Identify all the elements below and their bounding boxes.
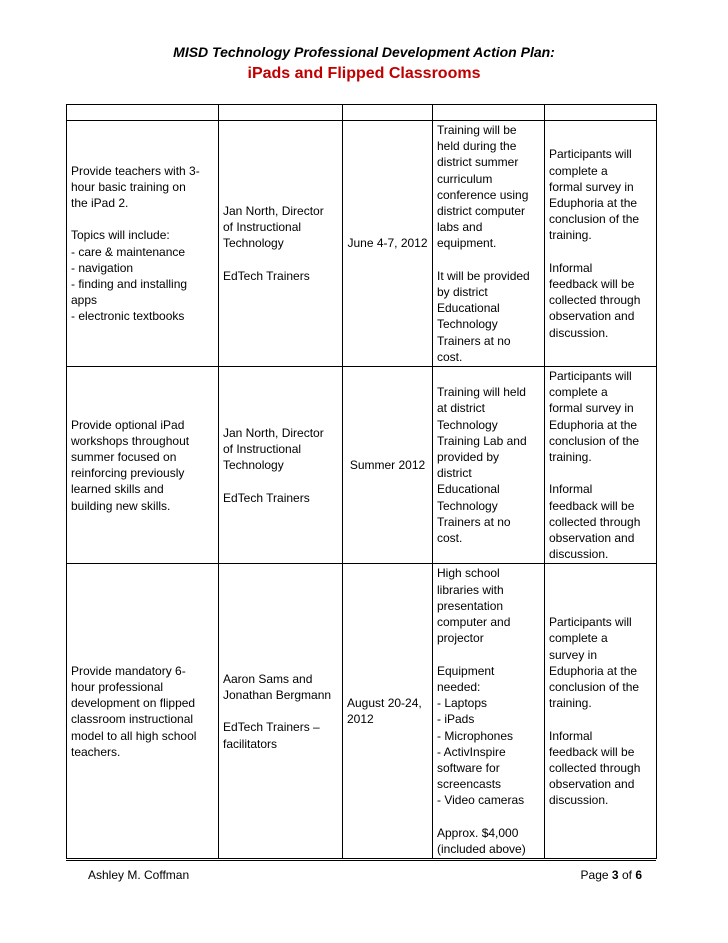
cell-line: Technology xyxy=(223,458,284,473)
cell-line: formal survey in xyxy=(549,401,634,416)
date-cell xyxy=(343,564,433,859)
page-label: Page xyxy=(580,868,609,882)
resources-cell xyxy=(433,367,545,564)
cell-line: Aaron Sams and xyxy=(223,671,313,686)
cell-line: software for xyxy=(437,760,500,775)
cell-line: survey in xyxy=(549,647,598,662)
cell-line: needed: xyxy=(437,679,481,694)
cell-line: facilitators xyxy=(223,736,278,751)
cell-line: Informal xyxy=(549,260,593,275)
cell-line: 2012 xyxy=(347,712,374,727)
table-row xyxy=(67,367,657,564)
cell-line: development on flipped xyxy=(71,696,196,711)
cell-line: - finding and installing xyxy=(71,276,188,291)
cell-line: complete a xyxy=(549,163,608,178)
cell-line: classroom instructional xyxy=(71,712,194,727)
cell-line: feedback will be xyxy=(549,498,635,513)
cell-line xyxy=(549,244,652,260)
cell-line xyxy=(223,703,338,719)
cell-line: Provide teachers with 3- xyxy=(71,163,200,178)
cell-line: reinforcing previously xyxy=(71,466,185,481)
cell-line: - iPads xyxy=(437,712,475,727)
cell-line: - Laptops xyxy=(437,696,488,711)
cell-line: Participants will xyxy=(549,615,632,630)
date-cell: Summer 2012 xyxy=(343,367,433,564)
table-top-gap-row xyxy=(67,105,657,121)
cell-line: conclusion of the xyxy=(549,679,640,694)
cell-line: (included above) xyxy=(437,841,526,856)
cell-line: by district xyxy=(437,285,488,300)
gap-cell xyxy=(343,105,433,121)
cell-line: training. xyxy=(549,228,592,243)
total-pages: 6 xyxy=(635,868,642,882)
cell-line: Jonathan Bergmann xyxy=(223,688,332,702)
cell-line: Participants will xyxy=(549,369,632,384)
cell-line: model to all high school xyxy=(71,728,197,743)
cell-line: conference using xyxy=(437,187,529,202)
cell-line: Jan North, Director xyxy=(223,204,324,219)
cell-line: projector xyxy=(437,631,484,646)
cell-line: discussion. xyxy=(549,547,609,562)
cell-line: Informal xyxy=(549,728,593,743)
cell-line: EdTech Trainers xyxy=(223,490,310,505)
cell-line: feedback will be xyxy=(549,744,635,759)
cell-line: of Instructional xyxy=(223,220,302,235)
cell-line: conclusion of the xyxy=(549,212,640,227)
cell-line: presentation xyxy=(437,598,504,613)
cell-line: of Instructional xyxy=(223,441,302,456)
cell-line: It will be provided xyxy=(437,268,530,283)
of-label: of xyxy=(621,868,632,882)
resources-cell xyxy=(433,564,545,859)
gap-cell xyxy=(67,105,219,121)
cell-line: district computer xyxy=(437,204,526,219)
cell-line: Technology xyxy=(223,236,284,251)
cell-line: Topics will include: xyxy=(71,228,170,243)
cell-line: cost. xyxy=(437,349,463,364)
footer-author: Ashley M. Coffman xyxy=(88,868,190,882)
cell-line: collected through xyxy=(549,293,641,308)
people-cell xyxy=(219,564,343,859)
cell-line: district summer xyxy=(437,155,519,170)
resources-cell xyxy=(433,121,545,367)
cell-line: High school xyxy=(437,566,500,581)
cell-line: Training will be xyxy=(437,123,517,137)
gap-cell xyxy=(433,105,545,121)
cell-line: Training Lab and xyxy=(437,433,527,448)
table-row xyxy=(67,564,657,859)
cell-line: - Microphones xyxy=(437,728,514,743)
activity-cell xyxy=(67,367,219,564)
cell-line xyxy=(223,473,338,489)
cell-line: curriculum xyxy=(437,171,493,186)
cell-line: Trainers at no xyxy=(437,514,511,529)
cell-line: Participants will xyxy=(549,147,632,162)
gap-cell xyxy=(545,105,657,121)
cell-line: Jan North, Director xyxy=(223,425,324,440)
gap-cell xyxy=(219,105,343,121)
activity-cell xyxy=(67,564,219,859)
cell-line: summer focused on xyxy=(71,450,177,465)
cell-line: teachers. xyxy=(71,744,121,759)
cell-line: EdTech Trainers xyxy=(223,268,310,283)
cell-line: equipment. xyxy=(437,236,497,251)
cell-line xyxy=(549,465,652,481)
cell-line xyxy=(437,647,540,663)
document-title: MISD Technology Professional Development Action Plan: xyxy=(173,44,555,60)
cell-line: provided by xyxy=(437,450,500,465)
cell-line: cost. xyxy=(437,531,463,546)
cell-line xyxy=(71,211,214,227)
cell-line: Eduphoria at the xyxy=(549,417,638,432)
cell-line: learned skills and xyxy=(71,482,164,497)
cell-line: labs and xyxy=(437,220,483,235)
evaluation-cell xyxy=(545,367,657,564)
cell-line: collected through xyxy=(549,760,641,775)
date-cell: June 4-7, 2012 xyxy=(343,121,433,367)
evaluation-cell xyxy=(545,121,657,367)
cell-line: Eduphoria at the xyxy=(549,663,638,678)
cell-line: Eduphoria at the xyxy=(549,195,638,210)
cell-line: Technology xyxy=(437,498,498,513)
cell-line: screencasts xyxy=(437,777,502,792)
cell-line: - Video cameras xyxy=(437,793,525,808)
evaluation-cell xyxy=(545,564,657,859)
cell-line: Provide optional iPad xyxy=(71,417,185,432)
cell-line: - care & maintenance xyxy=(71,244,186,259)
cell-line: August 20-24, xyxy=(347,696,422,711)
cell-line: libraries with xyxy=(437,582,504,597)
cell-line: workshops throughout xyxy=(71,433,190,448)
cell-line xyxy=(223,252,338,268)
cell-line: computer and xyxy=(437,615,511,630)
cell-line: observation and xyxy=(549,531,635,546)
cell-line: complete a xyxy=(549,385,608,400)
document-subtitle: iPads and Flipped Classrooms xyxy=(247,65,481,82)
footer-page-number xyxy=(581,868,642,882)
footer-divider xyxy=(66,860,656,861)
cell-line: hour professional xyxy=(71,679,164,694)
activity-cell xyxy=(67,121,219,367)
cell-line xyxy=(549,711,652,727)
cell-line: Trainers at no xyxy=(437,333,511,348)
cell-line: Provide mandatory 6- xyxy=(71,663,186,678)
cell-line: - ActivInspire xyxy=(437,744,506,759)
current-page: 3 xyxy=(611,868,619,882)
cell-line: - electronic textbooks xyxy=(71,309,185,324)
action-plan-table xyxy=(66,104,657,859)
cell-line xyxy=(437,252,540,268)
cell-line: observation and xyxy=(549,777,635,792)
cell-line: apps xyxy=(71,293,98,308)
cell-line: the iPad 2. xyxy=(71,195,129,210)
cell-line: Approx. $4,000 xyxy=(437,825,519,840)
cell-line xyxy=(437,809,540,825)
cell-line: discussion. xyxy=(549,325,609,340)
cell-line: training. xyxy=(549,696,592,711)
cell-line: feedback will be xyxy=(549,276,635,291)
cell-line: - navigation xyxy=(71,260,134,275)
cell-line: Technology xyxy=(437,317,498,332)
cell-line: Educational xyxy=(437,482,500,497)
cell-line: conclusion of the xyxy=(549,433,640,448)
cell-line: observation and xyxy=(549,309,635,324)
cell-line: at district xyxy=(437,401,486,416)
cell-line: Equipment xyxy=(437,663,495,678)
cell-line: hour basic training on xyxy=(71,179,186,194)
cell-line: Educational xyxy=(437,301,500,316)
cell-line: collected through xyxy=(549,514,641,529)
cell-line: district xyxy=(437,466,472,481)
cell-line: Technology xyxy=(437,417,498,432)
table-row xyxy=(67,121,657,367)
people-cell xyxy=(219,121,343,367)
cell-line: training. xyxy=(549,450,592,465)
cell-line: Training will held xyxy=(437,385,526,400)
cell-line: complete a xyxy=(549,631,608,646)
cell-line: discussion. xyxy=(549,793,609,808)
cell-line: Informal xyxy=(549,482,593,497)
cell-line: building new skills. xyxy=(71,498,171,513)
people-cell xyxy=(219,367,343,564)
cell-line: EdTech Trainers – xyxy=(223,720,320,735)
cell-line: formal survey in xyxy=(549,179,634,194)
cell-line: held during the xyxy=(437,139,517,154)
